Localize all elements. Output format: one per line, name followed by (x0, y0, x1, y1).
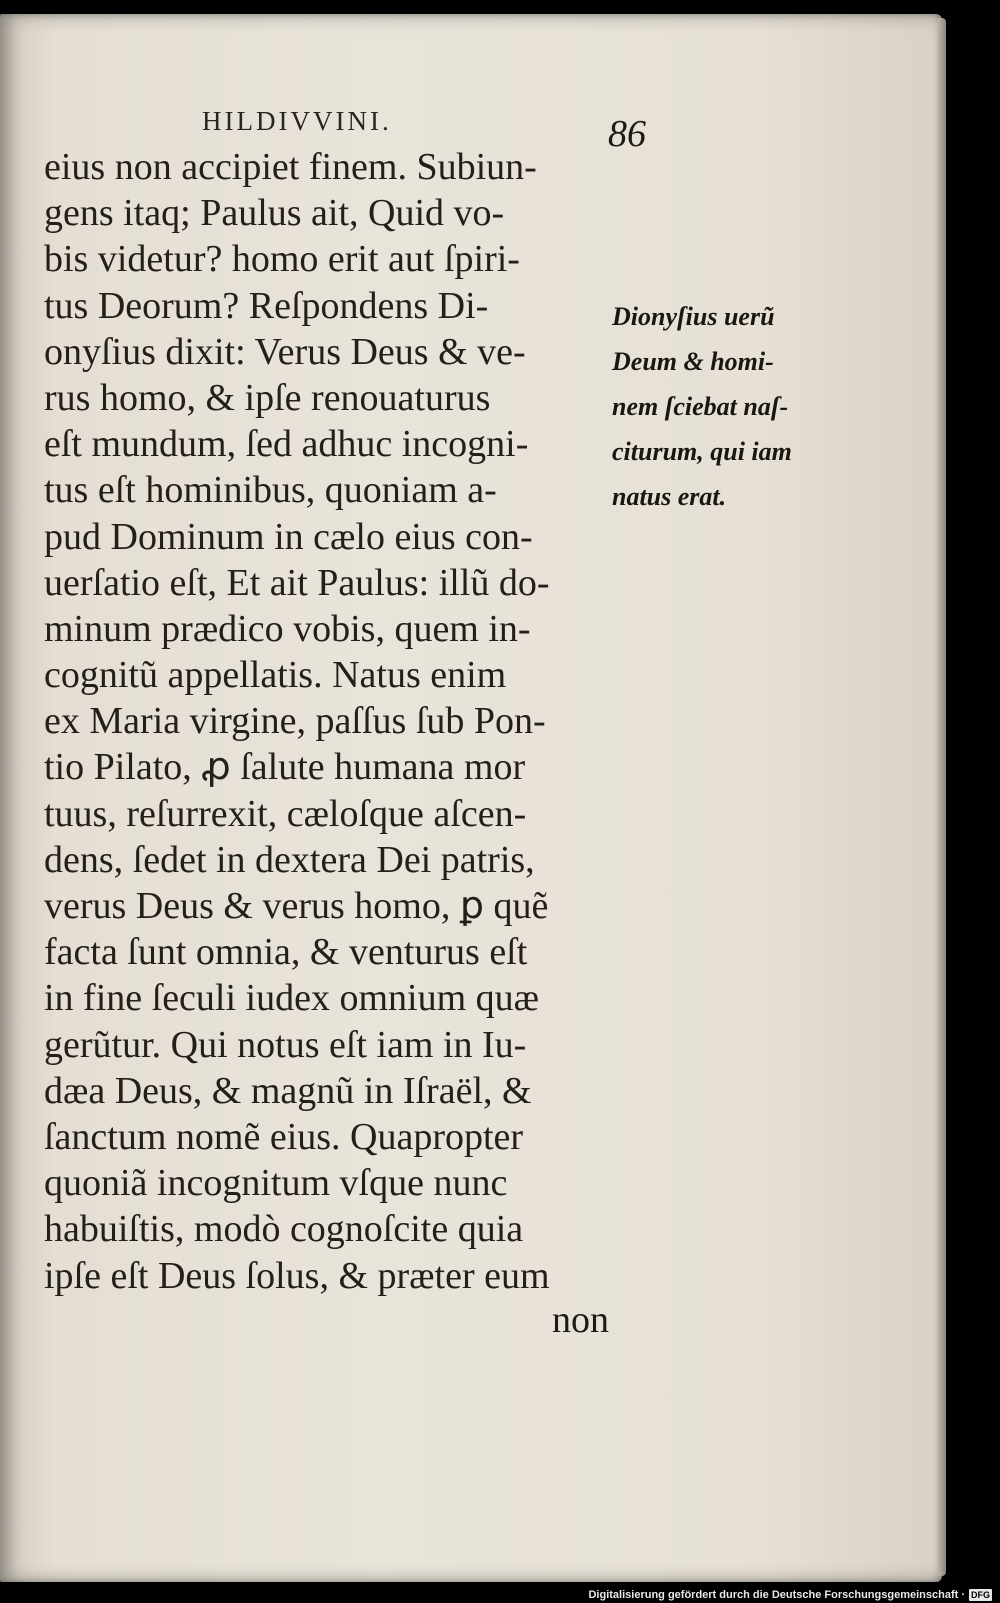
text-line: ipſe eſt Deus ſolus, & præter eum (44, 1254, 550, 1297)
text-line: in fine ſeculi iudex omnium quæ (44, 977, 539, 1020)
text-line: verus Deus & verus homo, ꝑ quẽ (44, 885, 549, 927)
credit-text: Digitalisierung gefördert durch die Deutsche Forschungsgemeinschaft · (588, 1589, 965, 1601)
text-line: facta ſunt omnia, & venturus eſt (44, 931, 528, 974)
text-line: eius non accipiet finem. Subiun- (44, 146, 537, 188)
text-line: cognitũ appellatis. Natus enim (44, 654, 507, 697)
text-line: habuiſtis, modò cognoſcite quia (44, 1208, 524, 1251)
text-line: dæa Deus, & magnũ in Iſraël, & (44, 1069, 532, 1112)
book-page (0, 14, 942, 1582)
marginal-note (612, 294, 837, 519)
text-line: gens itaq; Paulus ait, Quid vo- (44, 192, 505, 235)
text-line: eſt mundum, ſed adhuc incogni- (44, 423, 529, 466)
marginal-note-line: Dionyſius uerũ (612, 302, 775, 331)
text-line: quoniã incognitum vſque nunc (44, 1162, 508, 1205)
text-line: ſanctum nomẽ eius. Quapropter (44, 1115, 524, 1158)
body-text (44, 144, 620, 1299)
text-line: onyſius dixit: Verus Deus & ve- (44, 330, 526, 373)
text-line: tus Deorum? Reſpondens Di- (44, 284, 489, 327)
marginal-note-line: Deum & homi- (612, 347, 774, 376)
text-line: tus eſt hominibus, quoniam a- (44, 469, 497, 512)
text-line: tio Pilato, ꝓ ſalute humana mor (44, 746, 526, 789)
catchword: non (552, 1299, 609, 1341)
text-line: minum prædico vobis, quem in- (44, 607, 531, 650)
page-number: 86 (608, 113, 646, 155)
marginal-note-line: nem ſciebat naſ- (612, 392, 789, 421)
text-line: dens, ſedet in dextera Dei patris, (44, 838, 535, 881)
marginal-note-line: citurum, qui iam (612, 437, 792, 466)
text-line: bis videtur? homo erit aut ſpiri- (44, 238, 520, 281)
text-line: uerſatio eſt, Et ait Paulus: illũ do- (44, 561, 550, 604)
text-line: rus homo, & ipſe renouaturus (44, 376, 491, 419)
digitization-credit (588, 1589, 992, 1601)
running-head: HILDIVVINI. (202, 106, 392, 136)
text-line: tuus, reſurrexit, cæloſque aſcen- (44, 792, 527, 835)
dfg-logo-icon: DFG (971, 1590, 990, 1600)
text-line: gerũtur. Qui notus eſt iam in Iu- (44, 1023, 527, 1066)
text-line: pud Dominum in cælo eius con- (44, 515, 533, 558)
page-edge (938, 18, 946, 1576)
marginal-note-line: natus erat. (612, 482, 727, 511)
text-line: ex Maria virgine, paſſus ſub Pon- (44, 700, 546, 743)
